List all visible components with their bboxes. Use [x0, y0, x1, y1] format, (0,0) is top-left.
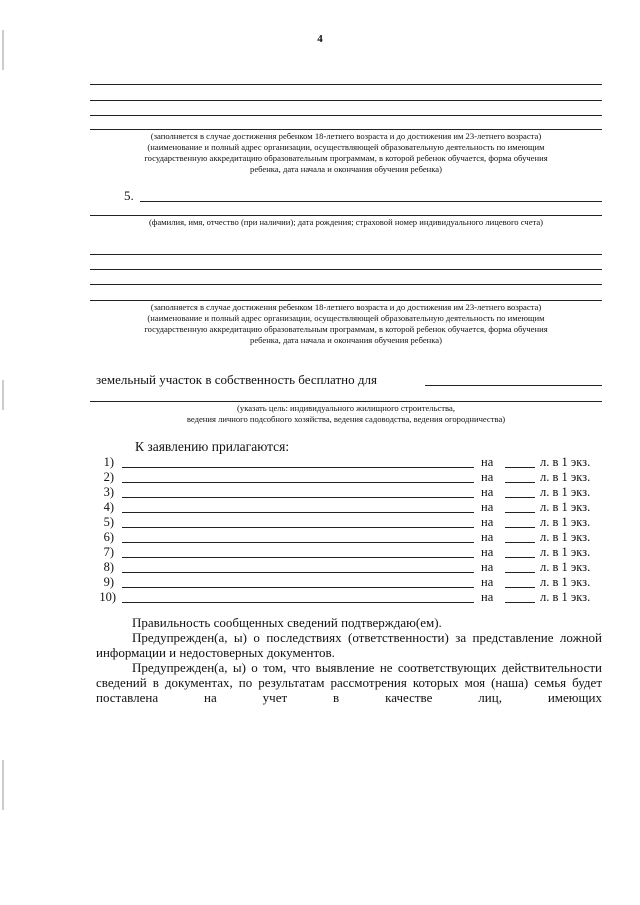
fill-line	[90, 269, 602, 270]
fill-line	[90, 300, 602, 301]
attachment-pages-line	[505, 542, 535, 543]
attachment-na-label: на	[481, 590, 494, 604]
attachment-row	[0, 560, 640, 575]
attachment-pages-line	[505, 482, 535, 483]
fill-line	[90, 115, 602, 116]
note-line: (указать цель: индивидуального жилищного строительства,	[237, 403, 455, 413]
attachment-copies-label: л. в 1 экз.	[540, 545, 591, 559]
note-line: (наименование и полный адрес организации, осуществляющей образовательную деятельность по имеющим	[147, 142, 545, 152]
attachment-na-label: на	[481, 530, 494, 544]
note-person: (фамилия, имя, отчество (при наличии); дата рождения; страховой номер индивидуального лицевого счета)	[148, 217, 544, 227]
attachment-number: 2)	[103, 470, 114, 484]
attachment-copies-label: л. в 1 экз.	[540, 575, 591, 589]
attachment-pages-line	[505, 557, 535, 558]
note-line: (наименование и полный адрес организации, осуществляющей образовательную деятельность по имеющим	[147, 313, 545, 323]
item-5-number: 5.	[124, 188, 134, 203]
attachment-name-line	[122, 482, 474, 483]
attachment-row	[0, 530, 640, 545]
attachment-pages-line	[505, 572, 535, 573]
attachment-name-line	[122, 602, 474, 603]
note-line: (заполняется в случае достижения ребенком 18-летнего возраста и до достижения им 23-летнего возраста)	[150, 131, 542, 141]
fill-line	[90, 129, 602, 130]
attachment-row	[0, 470, 640, 485]
warning-paragraph-2: Предупрежден(а, ы) о том, что выявление не соответствующих действительности сведений в документах, по результатам рассмотрения которых моя (наша) семья будет поставлена на учет в качестве лиц, имеющих	[96, 660, 602, 705]
attachment-row	[0, 575, 640, 590]
attachment-number: 8)	[103, 560, 114, 574]
attachment-row	[0, 590, 640, 605]
attachment-number: 9)	[103, 575, 114, 589]
note-child-education-1	[90, 131, 602, 175]
note-line: государственную аккредитацию образовательным программам, в которой ребенок обучается, форма обучения	[144, 153, 548, 163]
fill-line	[90, 215, 602, 216]
scan-edge-mark	[2, 380, 4, 410]
attachment-number: 6)	[103, 530, 114, 544]
attachment-pages-line	[505, 467, 535, 468]
attachment-copies-label: л. в 1 экз.	[540, 470, 591, 484]
attachment-number: 4)	[103, 500, 114, 514]
note-line: ребенка, дата начала и окончания обучения ребенка)	[250, 335, 442, 345]
attachment-na-label: на	[481, 455, 494, 469]
fill-line	[90, 284, 602, 285]
attachment-na-label: на	[481, 485, 494, 499]
attachment-copies-label: л. в 1 экз.	[540, 515, 591, 529]
attachment-name-line	[122, 572, 474, 573]
attachment-copies-label: л. в 1 экз.	[540, 455, 591, 469]
attachment-row	[0, 500, 640, 515]
warning-paragraph-1: Предупрежден(а, ы) о последствиях (ответственности) за представление ложной информации и недостоверных документов.	[96, 630, 602, 660]
attachment-na-label: на	[481, 470, 494, 484]
attachment-number: 7)	[103, 545, 114, 559]
attachment-na-label: на	[481, 500, 494, 514]
attachments-title: К заявлению прилагаются:	[135, 439, 290, 454]
note-line: государственную аккредитацию образовательным программам, в которой ребенок обучается, форма обучения	[144, 324, 548, 334]
land-purpose-line	[425, 385, 602, 386]
attachment-pages-line	[505, 527, 535, 528]
attachment-name-line	[122, 527, 474, 528]
fill-line	[90, 401, 602, 402]
attachment-name-line	[122, 467, 474, 468]
attachment-name-line	[122, 497, 474, 498]
attachment-pages-line	[505, 587, 535, 588]
attachment-row	[0, 545, 640, 560]
scan-edge-mark	[2, 760, 4, 810]
attachment-copies-label: л. в 1 экз.	[540, 485, 591, 499]
attachment-na-label: на	[481, 545, 494, 559]
attachment-row	[0, 515, 640, 530]
attachment-number: 3)	[103, 485, 114, 499]
attachment-number: 10)	[99, 590, 116, 604]
confirm-paragraph: Правильность сообщенных сведений подтверждаю(ем).	[132, 615, 442, 630]
attachment-copies-label: л. в 1 экз.	[540, 530, 591, 544]
note-line: (заполняется в случае достижения ребенком 18-летнего возраста и до достижения им 23-летнего возраста)	[150, 302, 542, 312]
fill-line	[90, 84, 602, 85]
attachment-na-label: на	[481, 515, 494, 529]
item-5-line	[140, 201, 602, 202]
page-number: 4	[317, 33, 323, 45]
attachment-name-line	[122, 557, 474, 558]
note-line: ведения личного подсобного хозяйства, ведения садоводства, ведения огородничества)	[186, 414, 506, 424]
attachment-pages-line	[505, 512, 535, 513]
attachment-pages-line	[505, 497, 535, 498]
attachment-number: 1)	[103, 455, 114, 469]
attachment-pages-line	[505, 602, 535, 603]
fill-line	[90, 254, 602, 255]
attachment-name-line	[122, 587, 474, 588]
attachment-name-line	[122, 512, 474, 513]
note-line: ребенка, дата начала и окончания обучения ребенка)	[250, 164, 442, 174]
attachment-name-line	[122, 542, 474, 543]
attachment-na-label: на	[481, 575, 494, 589]
note-child-education-2	[90, 302, 602, 346]
attachment-copies-label: л. в 1 экз.	[540, 560, 591, 574]
note-purpose	[90, 403, 602, 425]
attachment-row	[0, 485, 640, 500]
attachment-row	[0, 455, 640, 470]
attachment-na-label: на	[481, 560, 494, 574]
attachment-copies-label: л. в 1 экз.	[540, 500, 591, 514]
fill-line	[90, 100, 602, 101]
attachment-number: 5)	[103, 515, 114, 529]
attachment-copies-label: л. в 1 экз.	[540, 590, 591, 604]
land-plot-text: земельный участок в собственность бесплатно для	[96, 372, 377, 387]
